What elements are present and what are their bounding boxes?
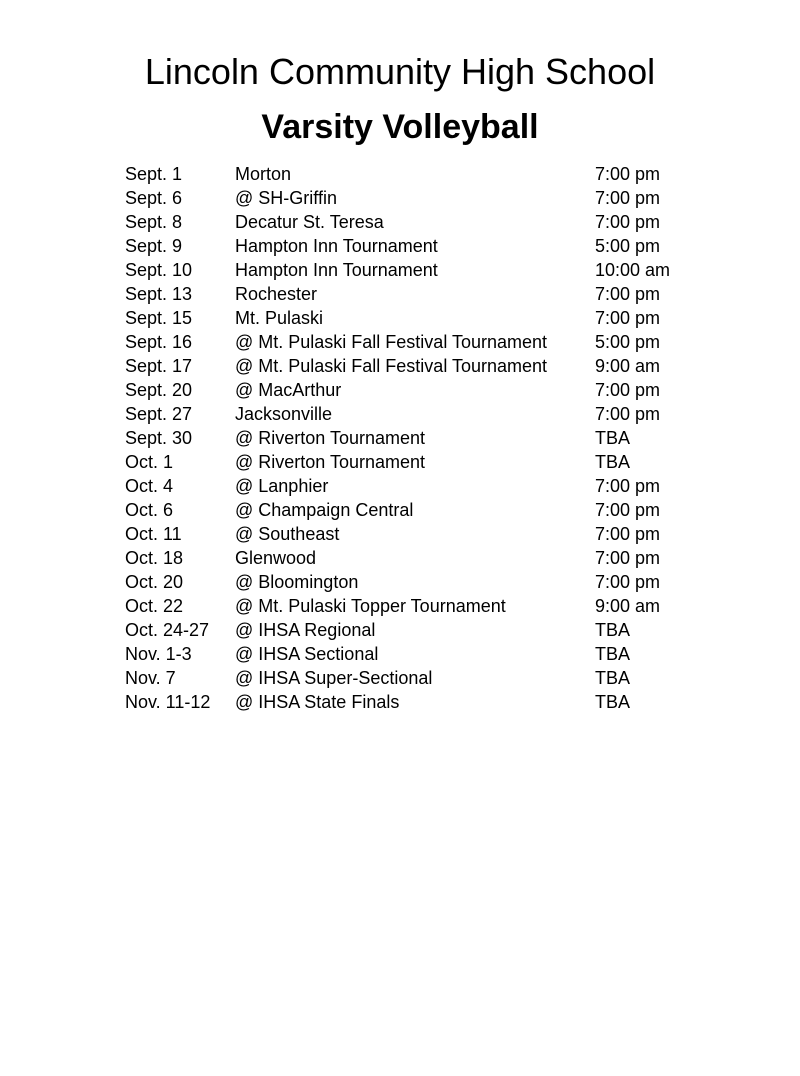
schedule-row bbox=[125, 498, 800, 522]
schedule-row bbox=[125, 258, 800, 282]
schedule-row bbox=[125, 618, 800, 642]
schedule-row bbox=[125, 330, 800, 354]
game-opponent: @ Bloomington bbox=[235, 572, 359, 592]
schedule-row bbox=[125, 474, 800, 498]
schedule-row bbox=[125, 666, 800, 690]
schedule-row bbox=[125, 402, 800, 426]
schedule-row bbox=[125, 210, 800, 234]
game-opponent: @ Champaign Central bbox=[235, 500, 414, 520]
schedule-row bbox=[125, 162, 800, 186]
game-time: 10:00 am bbox=[595, 260, 671, 280]
game-date: Nov. 1-3 bbox=[125, 644, 192, 664]
schedule-row bbox=[125, 522, 800, 546]
game-time: 7:00 pm bbox=[595, 212, 661, 232]
game-opponent: Hampton Inn Tournament bbox=[235, 236, 438, 256]
game-time: 7:00 pm bbox=[595, 380, 661, 400]
game-time: 5:00 pm bbox=[595, 236, 661, 256]
page-title: Lincoln Community High School bbox=[144, 51, 656, 92]
game-date: Oct. 4 bbox=[125, 476, 174, 496]
game-date: Nov. 7 bbox=[125, 668, 176, 688]
schedule-row bbox=[125, 186, 800, 210]
game-date: Sept. 13 bbox=[125, 284, 193, 304]
game-time: 9:00 am bbox=[595, 596, 661, 616]
game-time: 7:00 pm bbox=[595, 548, 661, 568]
game-date: Sept. 9 bbox=[125, 236, 183, 256]
game-date: Oct. 1 bbox=[125, 452, 174, 472]
game-date: Sept. 30 bbox=[125, 428, 193, 448]
game-opponent: Hampton Inn Tournament bbox=[235, 260, 438, 280]
game-opponent: Decatur St. Teresa bbox=[235, 212, 384, 232]
game-date: Sept. 6 bbox=[125, 188, 183, 208]
game-opponent: @ Mt. Pulaski Topper Tournament bbox=[235, 596, 506, 616]
schedule-row bbox=[125, 234, 800, 258]
game-time: 7:00 pm bbox=[595, 500, 661, 520]
game-opponent: @ IHSA Super-Sectional bbox=[235, 668, 433, 688]
schedule-row bbox=[125, 282, 800, 306]
game-time: 7:00 pm bbox=[595, 524, 661, 544]
game-date: Sept. 27 bbox=[125, 404, 193, 424]
game-date: Oct. 11 bbox=[125, 524, 182, 544]
schedule-row bbox=[125, 594, 800, 618]
game-date: Sept. 16 bbox=[125, 332, 193, 352]
schedule-row bbox=[125, 546, 800, 570]
game-opponent: @ Riverton Tournament bbox=[235, 452, 426, 472]
game-opponent: @ Mt. Pulaski Fall Festival Tournament bbox=[235, 356, 548, 376]
game-date: Oct. 6 bbox=[125, 500, 174, 520]
game-date: Oct. 22 bbox=[125, 596, 184, 616]
schedule-table bbox=[125, 162, 800, 714]
game-date: Nov. 11-12 bbox=[125, 692, 211, 712]
game-time: 7:00 pm bbox=[595, 164, 661, 184]
game-opponent: Morton bbox=[235, 164, 292, 184]
game-opponent: @ IHSA State Finals bbox=[235, 692, 400, 712]
game-time: TBA bbox=[595, 668, 631, 688]
game-time: 5:00 pm bbox=[595, 332, 661, 352]
game-opponent: @ IHSA Sectional bbox=[235, 644, 379, 664]
game-date: Sept. 1 bbox=[125, 164, 183, 184]
game-time: 7:00 pm bbox=[595, 476, 661, 496]
schedule-row bbox=[125, 354, 800, 378]
game-opponent: Rochester bbox=[235, 284, 318, 304]
game-opponent: @ Mt. Pulaski Fall Festival Tournament bbox=[235, 332, 548, 352]
game-time: 7:00 pm bbox=[595, 284, 661, 304]
game-time: 7:00 pm bbox=[595, 188, 661, 208]
schedule-row bbox=[125, 378, 800, 402]
game-opponent: @ Lanphier bbox=[235, 476, 329, 496]
game-time: 7:00 pm bbox=[595, 572, 661, 592]
game-time: TBA bbox=[595, 620, 631, 640]
game-opponent: Glenwood bbox=[235, 548, 317, 568]
game-date: Sept. 17 bbox=[125, 356, 193, 376]
game-time: 7:00 pm bbox=[595, 308, 661, 328]
game-opponent: Mt. Pulaski bbox=[235, 308, 324, 328]
game-date: Sept. 15 bbox=[125, 308, 193, 328]
schedule-row bbox=[125, 306, 800, 330]
schedule-row bbox=[125, 642, 800, 666]
game-time: TBA bbox=[595, 644, 631, 664]
schedule-row bbox=[125, 450, 800, 474]
game-opponent: @ Riverton Tournament bbox=[235, 428, 426, 448]
game-opponent: @ Southeast bbox=[235, 524, 340, 544]
game-time: TBA bbox=[595, 692, 631, 712]
schedule-row bbox=[125, 570, 800, 594]
game-opponent: @ IHSA Regional bbox=[235, 620, 376, 640]
game-time: 7:00 pm bbox=[595, 404, 661, 424]
game-opponent: @ MacArthur bbox=[235, 380, 342, 400]
game-time: TBA bbox=[595, 428, 631, 448]
page-subtitle: Varsity Volleyball bbox=[261, 108, 539, 146]
game-time: 9:00 am bbox=[595, 356, 661, 376]
schedule-document bbox=[0, 52, 800, 1076]
game-date: Sept. 20 bbox=[125, 380, 193, 400]
game-date: Sept. 10 bbox=[125, 260, 193, 280]
schedule-row bbox=[125, 426, 800, 450]
game-time: TBA bbox=[595, 452, 631, 472]
game-date: Sept. 8 bbox=[125, 212, 183, 232]
game-date: Oct. 24-27 bbox=[125, 620, 210, 640]
game-opponent: Jacksonville bbox=[235, 404, 333, 424]
game-date: Oct. 20 bbox=[125, 572, 184, 592]
schedule-row bbox=[125, 690, 800, 714]
game-date: Oct. 18 bbox=[125, 548, 184, 568]
game-opponent: @ SH-Griffin bbox=[235, 188, 337, 208]
